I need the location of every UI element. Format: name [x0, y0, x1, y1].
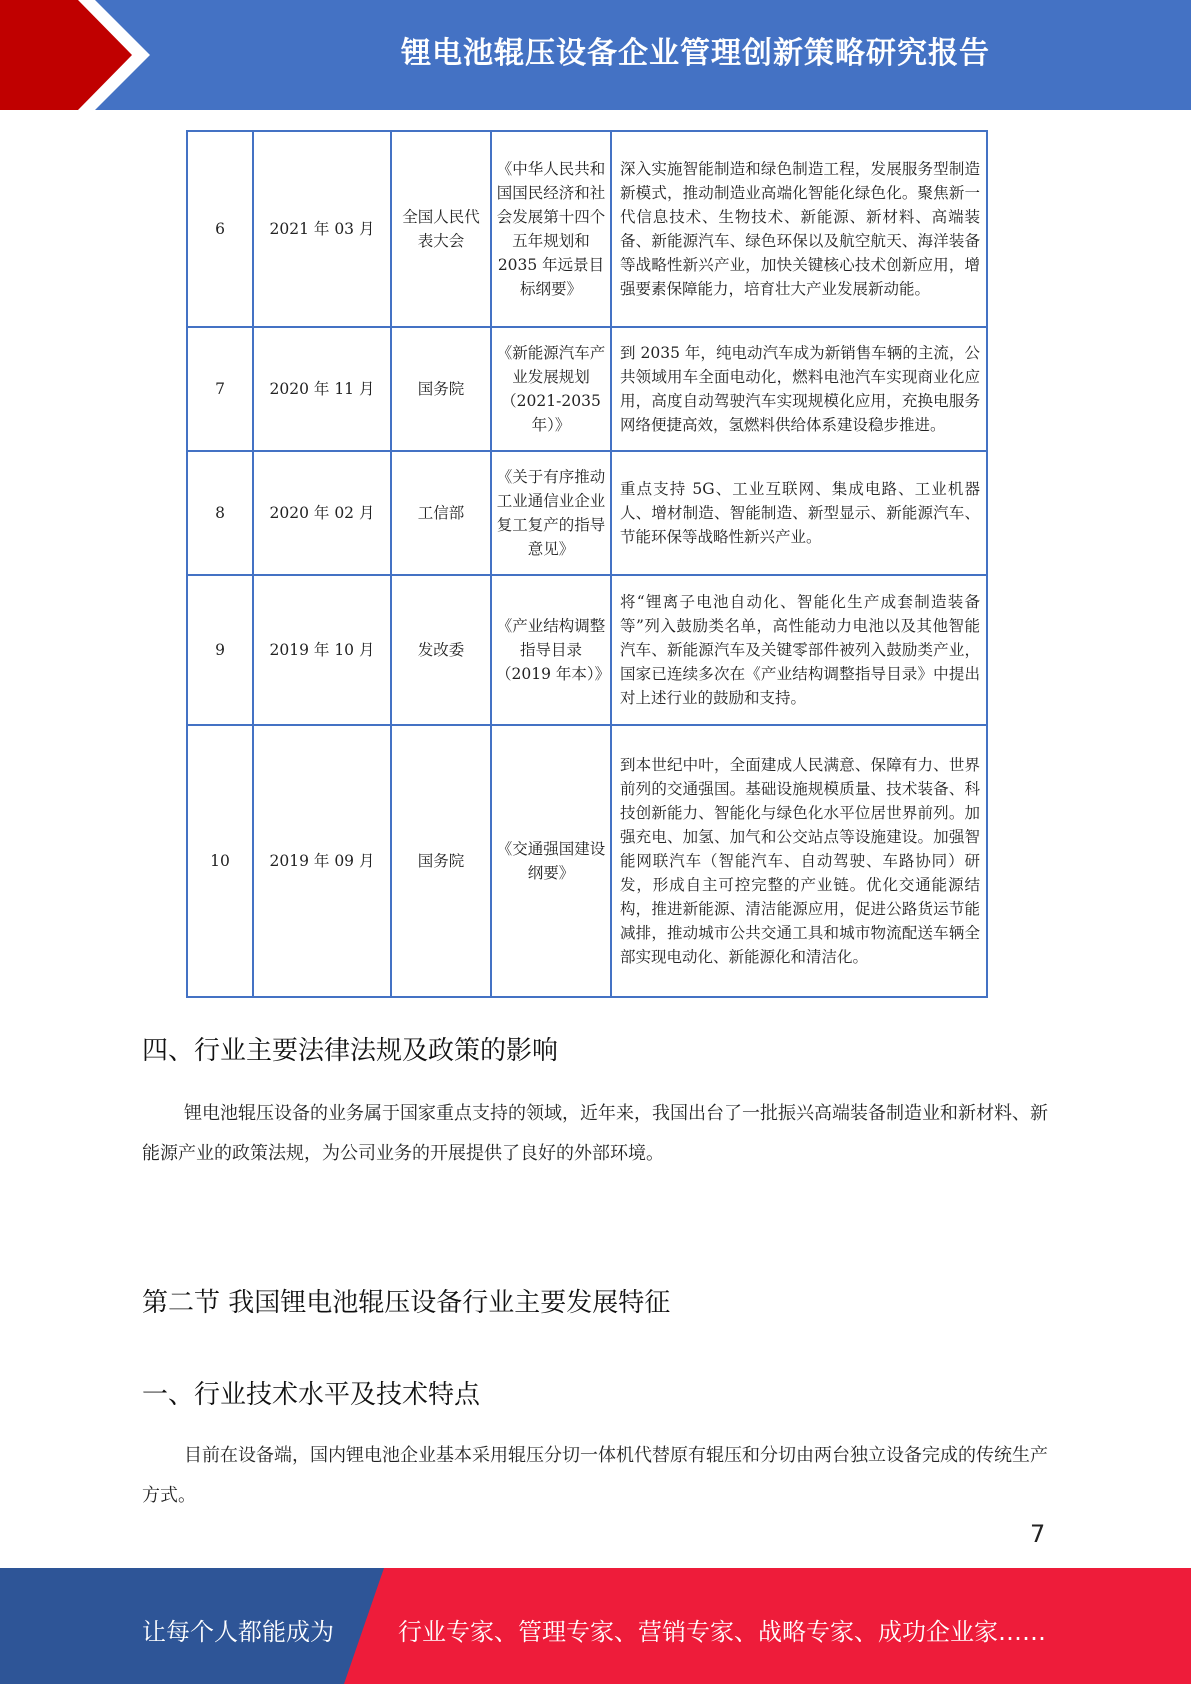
row-content: 深入实施智能制造和绿色制造工程，发展服务型制造新模式，推动制造业高端化智能化绿色化。聚焦新一代信息技术、生物技术、新能源、新材料、高端装备、新能源汽车、绿色环保以及航空航天、海洋装备等战略性新兴产业，加快关键核心技术创新应用，增强要素保障能力，培育壮大产业发展新动能。 [611, 131, 987, 327]
table-row [187, 575, 987, 725]
row-document: 《关于有序推动工业通信业企业复工复产的指导意见》 [491, 451, 611, 575]
section-heading-policy-impact: 四、行业主要法律法规及政策的影响 [142, 1036, 559, 1066]
row-number: 6 [187, 131, 253, 327]
row-content: 到 2035 年，纯电动汽车成为新销售车辆的主流，公共领域用车全面电动化，燃料电池汽车实现商业化应用，高度自动驾驶汽车实现规模化应用，充换电服务网络便捷高效，氢燃料供给体系建设稳步推进。 [611, 327, 987, 451]
row-document: 《新能源汽车产业发展规划（2021-2035 年）》 [491, 327, 611, 451]
row-content: 到本世纪中叶，全面建成人民满意、保障有力、世界前列的交通强国。基础设施规模质量、技术装备、科技创新能力、智能化与绿色化水平位居世界前列。加强充电、加氢、加气和公交站点等设施建设。加强智能网联汽车（智能汽车、自动驾驶、车路协同）研发，形成自主可控完整的产业链。优化交通能源结构，推进新能源、清洁能源应用，促进公路货运节能减排，推动城市公共交通工具和城市物流配送车辆全部实现电动化、新能源化和清洁化。 [611, 725, 987, 997]
page-footer [0, 1568, 1191, 1684]
footer-slogan-right: 行业专家、管理专家、营销专家、战略专家、成功企业家…… [398, 1618, 1046, 1646]
page-number: 7 [1030, 1520, 1046, 1548]
technology-paragraph: 目前在设备端，国内锂电池企业基本采用辊压分切一体机代替原有辊压和分切由两台独立设备完成的传统生产方式。 [142, 1445, 1048, 1506]
row-content: 重点支持 5G、工业互联网、集成电路、工业机器人、增材制造、智能制造、新型显示、新能源汽车、节能环保等战略性新兴产业。 [611, 451, 987, 575]
table-row [187, 725, 987, 997]
row-number: 8 [187, 451, 253, 575]
row-content: 将“锂离子电池自动化、智能化生产成套制造装备等”列入鼓励类名单，高性能动力电池以及其他智能汽车、新能源汽车及关键零部件被列入鼓励类产业，国家已连续多次在《产业结构调整指导目录》中提出对上述行业的鼓励和支持。 [611, 575, 987, 725]
row-document: 《交通强国建设纲要》 [491, 725, 611, 997]
section-heading-technology: 一、行业技术水平及技术特点 [142, 1380, 481, 1410]
table-row [187, 327, 987, 451]
row-number: 7 [187, 327, 253, 451]
row-number: 10 [187, 725, 253, 997]
row-date: 2021 年 03 月 [253, 131, 391, 327]
row-date: 2019 年 10 月 [253, 575, 391, 725]
row-date: 2019 年 09 月 [253, 725, 391, 997]
table-row [187, 451, 987, 575]
chapter-heading: 第二节 我国锂电池辊压设备行业主要发展特征 [142, 1288, 671, 1318]
page-header [0, 0, 1191, 110]
footer-slogan-left: 让每个人都能成为 [142, 1618, 334, 1646]
row-issuer: 工信部 [391, 451, 491, 575]
row-issuer: 全国人民代表大会 [391, 131, 491, 327]
table-row [187, 131, 987, 327]
row-issuer: 国务院 [391, 725, 491, 997]
row-document: 《产业结构调整指导目录（2019 年本）》 [491, 575, 611, 725]
row-document: 《中华人民共和国国民经济和社会发展第十四个五年规划和 2035 年远景目标纲要》 [491, 131, 611, 327]
row-issuer: 国务院 [391, 327, 491, 451]
report-title: 锂电池辊压设备企业管理创新策略研究报告 [401, 36, 990, 71]
row-date: 2020 年 11 月 [253, 327, 391, 451]
row-number: 9 [187, 575, 253, 725]
policy-table [186, 130, 988, 998]
row-date: 2020 年 02 月 [253, 451, 391, 575]
header-accent-shape [0, 0, 160, 110]
row-issuer: 发改委 [391, 575, 491, 725]
policy-impact-paragraph: 锂电池辊压设备的业务属于国家重点支持的领域，近年来，我国出台了一批振兴高端装备制造业和新材料、新能源产业的政策法规，为公司业务的开展提供了良好的外部环境。 [142, 1103, 1048, 1164]
